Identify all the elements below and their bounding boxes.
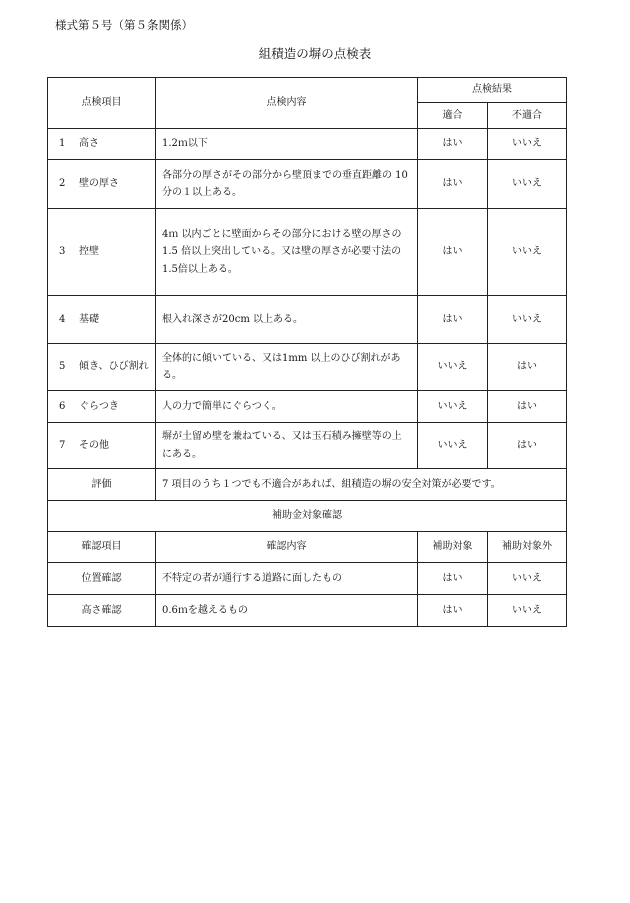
row-content: 4ｍ 以内ごとに壁面からその部分における壁の厚さの 1.5 倍以上突出している。又は壁の厚さが必要寸法の1.5倍以上ある。 [156, 209, 418, 296]
subsidy-row-content: 不特定の者が通行する道路に面したもの [156, 563, 418, 595]
table-row [48, 344, 567, 391]
row-content: 人の力で簡単にぐらつく。 [156, 391, 418, 423]
row-content: 各部分の厚さがその部分から壁頂までの垂直距離の 10 分の１以上ある。 [156, 160, 418, 209]
row-conform: はい [418, 160, 488, 209]
header-nonconform: 不適合 [488, 103, 567, 129]
evaluation-row [48, 469, 567, 501]
subsidy-header-target: 補助対象 [418, 532, 488, 563]
row-number: 1 [59, 138, 66, 150]
row-item [48, 423, 156, 469]
table-row [48, 160, 567, 209]
row-conform: いいえ [418, 391, 488, 423]
row-number: 4 [59, 313, 66, 325]
row-conform: いいえ [418, 423, 488, 469]
subsidy-row-target: はい [418, 595, 488, 627]
row-item-label: 控壁 [79, 246, 99, 258]
subsidy-row-item: 位置確認 [48, 563, 156, 595]
row-item-label: 高さ [79, 138, 99, 150]
form-number: 様式第５号（第５条関係） [55, 18, 193, 32]
table-row [48, 423, 567, 469]
row-content: 1.2ｍ以下 [156, 129, 418, 160]
row-number: 7 [59, 439, 66, 451]
row-conform: いいえ [418, 344, 488, 391]
table-row [48, 391, 567, 423]
row-item [48, 160, 156, 209]
header-content: 点検内容 [156, 78, 418, 129]
header-row [48, 78, 567, 103]
row-nonconform: いいえ [488, 129, 567, 160]
inspection-table [47, 77, 567, 627]
subsidy-row-content: 0.6ｍを越えるもの [156, 595, 418, 627]
row-item-label: ぐらつき [79, 400, 119, 412]
row-item-label: その他 [79, 439, 109, 451]
row-item [48, 129, 156, 160]
subsidy-row [48, 563, 567, 595]
row-content: 塀が土留め壁を兼ねている、又は玉石積み擁壁等の上にある。 [156, 423, 418, 469]
subsidy-header-item: 確認項目 [48, 532, 156, 563]
row-conform: はい [418, 296, 488, 344]
row-conform: はい [418, 209, 488, 296]
row-nonconform: はい [488, 423, 567, 469]
subsidy-header-row [48, 532, 567, 563]
evaluation-label: 評価 [48, 469, 156, 501]
header-result: 点検結果 [418, 78, 567, 103]
table-row [48, 209, 567, 296]
subsidy-row-non-target: いいえ [488, 595, 567, 627]
table-row [48, 129, 567, 160]
row-nonconform: いいえ [488, 209, 567, 296]
row-item-label: 傾き、ひび割れ [79, 361, 149, 373]
row-item [48, 344, 156, 391]
row-item [48, 391, 156, 423]
header-item: 点検項目 [48, 78, 156, 129]
row-item [48, 296, 156, 344]
row-content: 根入れ深さが20cm 以上ある。 [156, 296, 418, 344]
row-item-label: 基礎 [79, 313, 99, 325]
row-conform: はい [418, 129, 488, 160]
row-nonconform: はい [488, 344, 567, 391]
row-number: 5 [59, 361, 66, 373]
subsidy-section-title: 補助金対象確認 [48, 501, 567, 532]
subsidy-section-row [48, 501, 567, 532]
row-nonconform: いいえ [488, 296, 567, 344]
subsidy-header-non-target: 補助対象外 [488, 532, 567, 563]
row-nonconform: はい [488, 391, 567, 423]
table-row [48, 296, 567, 344]
evaluation-text: 7 項目のうち１つでも不適合があれば、組積造の塀の安全対策が必要です。 [156, 469, 567, 501]
subsidy-row-non-target: いいえ [488, 563, 567, 595]
subsidy-row-item: 高さ確認 [48, 595, 156, 627]
row-item-label: 壁の厚さ [79, 178, 119, 190]
subsidy-header-content: 確認内容 [156, 532, 418, 563]
row-nonconform: いいえ [488, 160, 567, 209]
subsidy-row-target: はい [418, 563, 488, 595]
row-content: 全体的に傾いている、又は1mm 以上のひび割れがある。 [156, 344, 418, 391]
document-title: 組積造の塀の点検表 [258, 46, 372, 61]
row-number: 3 [59, 246, 66, 258]
row-number: 6 [59, 400, 66, 412]
row-number: 2 [59, 178, 66, 190]
subsidy-row [48, 595, 567, 627]
header-conform: 適合 [418, 103, 488, 129]
row-item [48, 209, 156, 296]
